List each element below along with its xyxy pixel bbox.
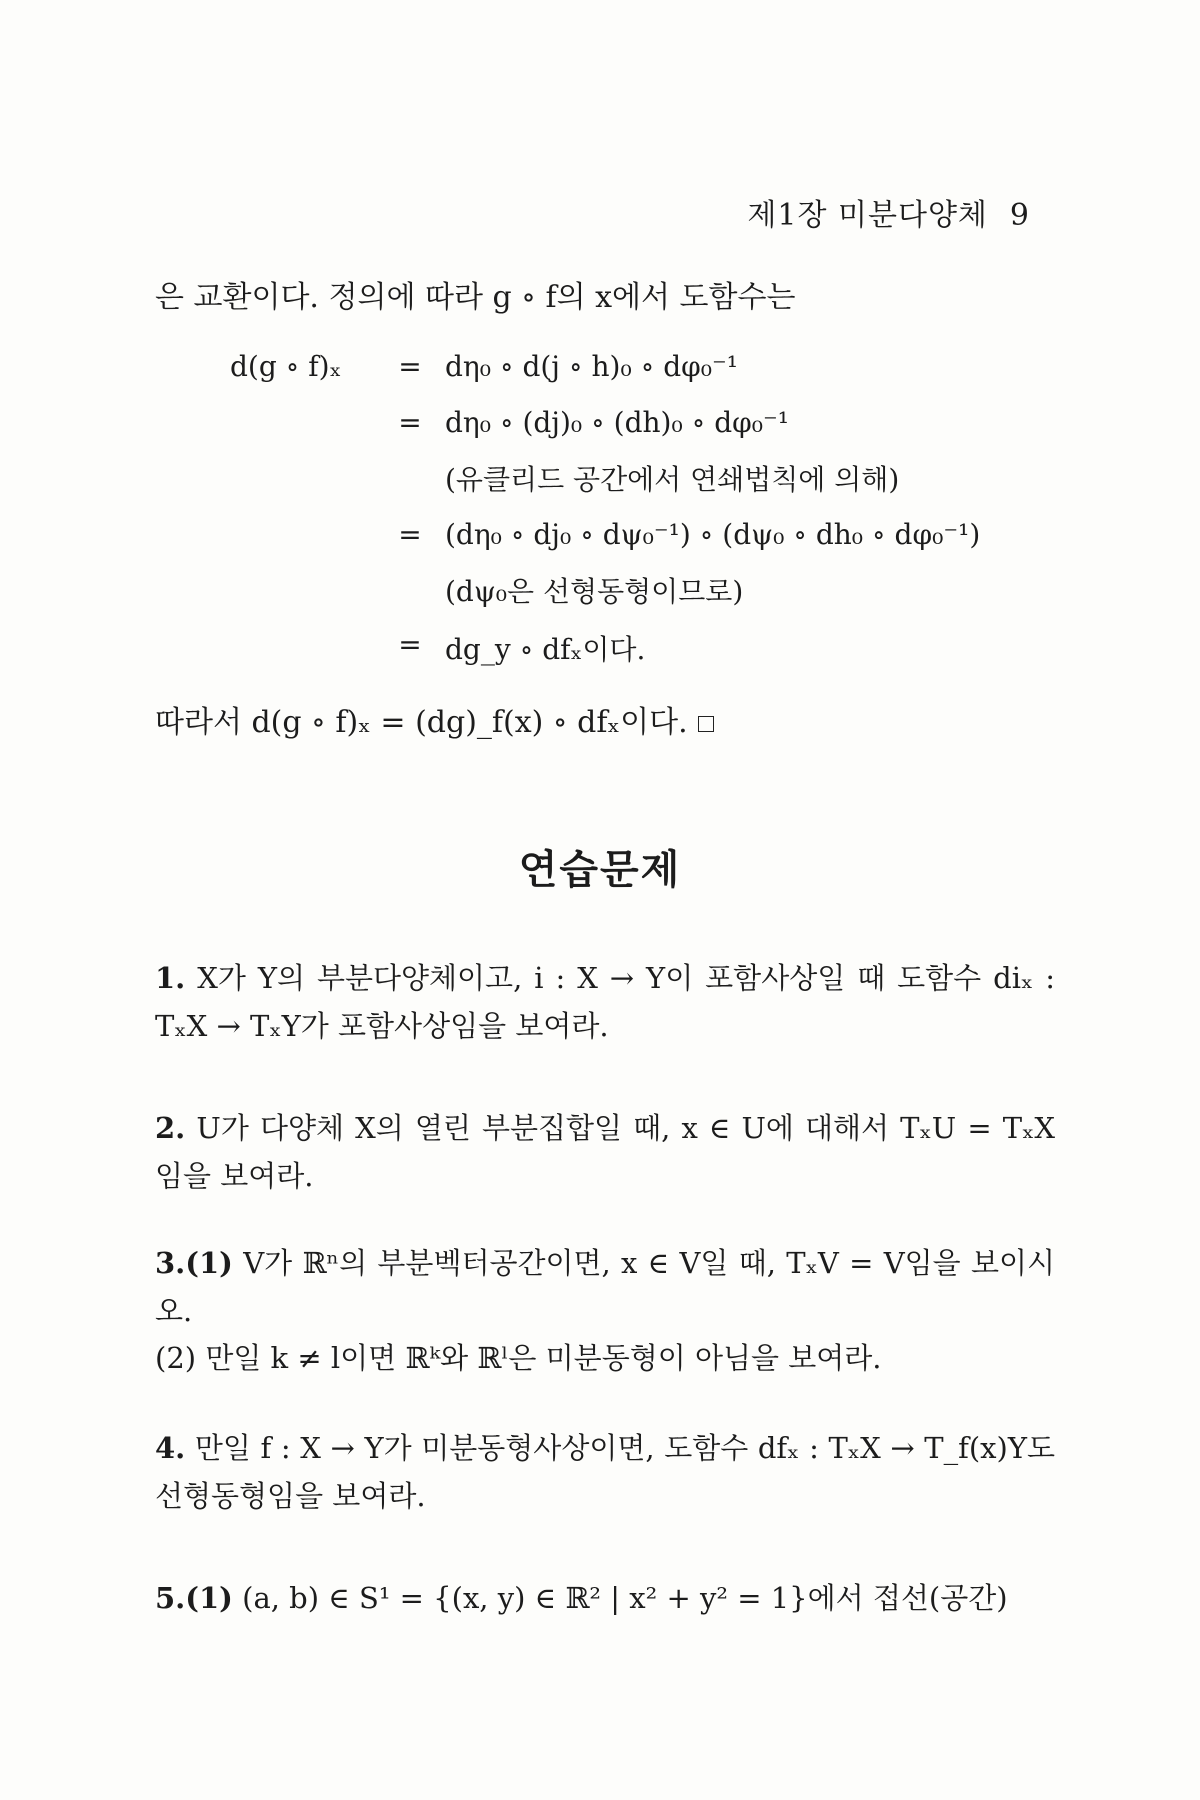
equals-sign: = xyxy=(398,518,422,551)
exercise-text: U가 다양체 X의 열린 부분집합일 때, x ∈ U에 대해서 TₓU = TₓX임을 보여라. xyxy=(155,1111,1056,1193)
exercise-label: 1. xyxy=(155,961,186,995)
chapter-title: 제1장 미분다양체 xyxy=(747,198,988,233)
derivation-rhs: (dη₀ ∘ dj₀ ∘ dψ₀⁻¹) ∘ (dψ₀ ∘ dh₀ ∘ dφ₀⁻¹) xyxy=(445,518,981,551)
equals-sign: = xyxy=(398,628,422,661)
equals-sign: = xyxy=(398,350,422,383)
exercise-text: 만일 k ≠ l이면 ℝᵏ와 ℝˡ은 미분동형이 아님을 보여라. xyxy=(205,1341,882,1375)
exercise-5-1 xyxy=(155,1575,1055,1623)
exercise-label: 5.(1) xyxy=(155,1581,233,1615)
derivation-lhs: d(g ∘ f)ₓ xyxy=(230,350,342,383)
exercise-text: 만일 f : X → Y가 미분동형사상이면, 도함수 dfₓ : TₓX → T_f(x)Y도 선형동형임을 보여라. xyxy=(155,1431,1055,1513)
running-header xyxy=(747,190,1030,234)
intro-paragraph: 은 교환이다. 정의에 따라 g ∘ f의 x에서 도함수는 xyxy=(155,280,796,315)
conclusion-text: 따라서 d(g ∘ f)ₓ = (dg)_f(x) ∘ dfₓ이다. xyxy=(155,705,688,740)
equals-sign: = xyxy=(398,406,422,439)
exercise-2 xyxy=(155,1105,1055,1201)
qed-box-icon xyxy=(698,716,714,732)
exercise-label: 4. xyxy=(155,1431,186,1465)
derivation-rhs: dη₀ ∘ (dj)₀ ∘ (dh)₀ ∘ dφ₀⁻¹ xyxy=(445,406,789,439)
exercise-text: V가 ℝⁿ의 부분벡터공간이면, x ∈ V일 때, TₓV = V임을 보이시오. xyxy=(155,1246,1056,1328)
exercise-1 xyxy=(155,955,1055,1051)
section-title: 연습문제 xyxy=(518,846,682,893)
exercise-3-2 xyxy=(155,1335,1055,1383)
conclusion-paragraph xyxy=(155,700,1055,747)
exercise-text: X가 Y의 부분다양체이고, i : X → Y이 포함사상일 때 도함수 diₓ : TₓX → TₓY가 포함사상임을 보여라. xyxy=(155,961,1056,1043)
exercise-4 xyxy=(155,1425,1055,1521)
exercise-3-1 xyxy=(155,1240,1055,1336)
derivation-note: (dψ₀은 선형동형이므로) xyxy=(445,575,744,608)
derivation-note: (유클리드 공간에서 연쇄법칙에 의해) xyxy=(445,463,900,496)
derivation-rhs: dg_y ∘ dfₓ이다. xyxy=(445,633,646,666)
exercise-text: (a, b) ∈ S¹ = {(x, y) ∈ ℝ² | x² + y² = 1}에서 접선(공간) xyxy=(242,1581,1008,1615)
page-number: 9 xyxy=(1009,198,1030,233)
exercise-label: 2. xyxy=(155,1111,186,1145)
exercise-label: (2) xyxy=(155,1341,197,1375)
derivation-rhs: dη₀ ∘ d(j ∘ h)₀ ∘ dφ₀⁻¹ xyxy=(445,350,738,383)
exercise-label: 3.(1) xyxy=(155,1246,233,1280)
derivation-block xyxy=(230,350,1090,680)
